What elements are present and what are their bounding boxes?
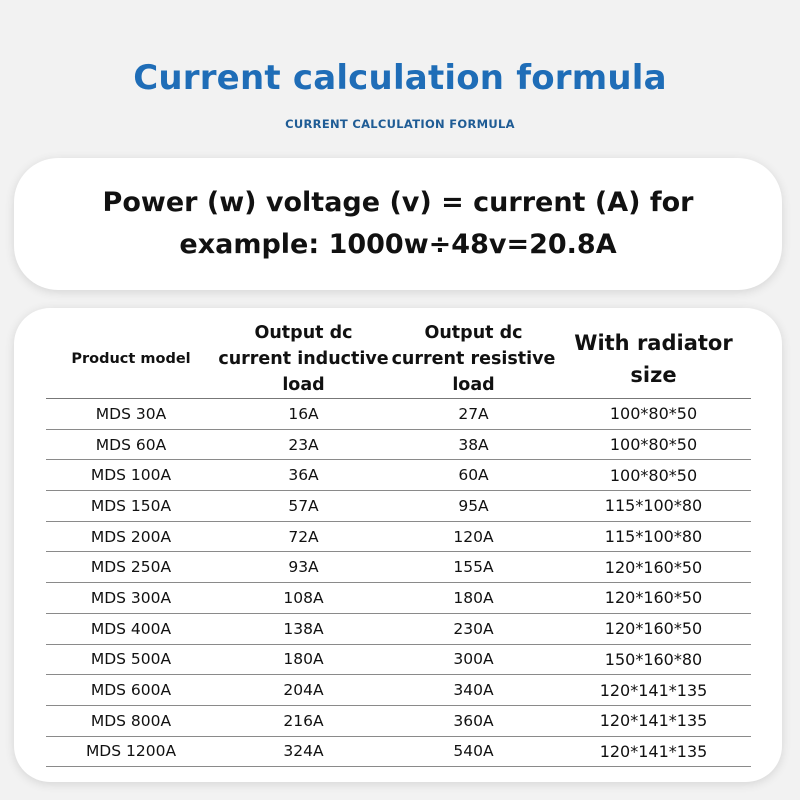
cell-product-model: MDS 60A	[46, 429, 216, 460]
cell-inductive-load: 216A	[216, 705, 391, 736]
cell-inductive-load: 16A	[216, 399, 391, 430]
cell-radiator-size: 100*80*50	[556, 460, 751, 491]
table-row	[46, 644, 751, 675]
table-row	[46, 675, 751, 706]
cell-inductive-load: 57A	[216, 491, 391, 522]
cell-radiator-size: 150*160*80	[556, 644, 751, 675]
cell-radiator-size: 100*80*50	[556, 399, 751, 430]
cell-radiator-size: 115*100*80	[556, 521, 751, 552]
cell-product-model: MDS 1200A	[46, 736, 216, 767]
cell-radiator-size: 120*160*50	[556, 552, 751, 583]
table-row	[46, 583, 751, 614]
cell-product-model: MDS 200A	[46, 521, 216, 552]
table-row	[46, 429, 751, 460]
cell-product-model: MDS 100A	[46, 460, 216, 491]
table-row	[46, 491, 751, 522]
cell-resistive-load: 180A	[391, 583, 556, 614]
cell-product-model: MDS 600A	[46, 675, 216, 706]
cell-resistive-load: 300A	[391, 644, 556, 675]
cell-inductive-load: 138A	[216, 613, 391, 644]
cell-resistive-load: 60A	[391, 460, 556, 491]
table-row	[46, 460, 751, 491]
cell-resistive-load: 95A	[391, 491, 556, 522]
cell-radiator-size: 120*160*50	[556, 583, 751, 614]
cell-resistive-load: 340A	[391, 675, 556, 706]
cell-product-model: MDS 500A	[46, 644, 216, 675]
cell-radiator-size: 120*160*50	[556, 613, 751, 644]
cell-inductive-load: 23A	[216, 429, 391, 460]
cell-radiator-size: 120*141*135	[556, 675, 751, 706]
table-header-row	[46, 320, 751, 399]
cell-resistive-load: 360A	[391, 705, 556, 736]
cell-product-model: MDS 300A	[46, 583, 216, 614]
cell-resistive-load: 27A	[391, 399, 556, 430]
cell-product-model: MDS 800A	[46, 705, 216, 736]
formula-card	[14, 158, 782, 290]
spec-table	[46, 320, 751, 767]
cell-resistive-load: 120A	[391, 521, 556, 552]
table-row	[46, 552, 751, 583]
table-row	[46, 521, 751, 552]
spec-table-card	[14, 308, 782, 782]
cell-inductive-load: 36A	[216, 460, 391, 491]
cell-radiator-size: 115*100*80	[556, 491, 751, 522]
table-row	[46, 736, 751, 767]
cell-inductive-load: 108A	[216, 583, 391, 614]
page-subtitle: CURRENT CALCULATION FORMULA	[285, 117, 515, 131]
cell-product-model: MDS 250A	[46, 552, 216, 583]
column-header-product-model: Product model	[46, 320, 216, 399]
cell-inductive-load: 72A	[216, 521, 391, 552]
cell-resistive-load: 38A	[391, 429, 556, 460]
cell-product-model: MDS 150A	[46, 491, 216, 522]
column-header-resistive-load: Output dc current resistive load	[391, 320, 556, 399]
table-row	[46, 705, 751, 736]
cell-radiator-size: 120*141*135	[556, 736, 751, 767]
cell-product-model: MDS 400A	[46, 613, 216, 644]
table-row	[46, 399, 751, 430]
cell-resistive-load: 230A	[391, 613, 556, 644]
cell-inductive-load: 180A	[216, 644, 391, 675]
cell-inductive-load: 204A	[216, 675, 391, 706]
column-header-inductive-load: Output dc current inductive load	[216, 320, 391, 399]
page-title: Current calculation formula	[133, 58, 667, 98]
table-body	[46, 399, 751, 767]
cell-inductive-load: 93A	[216, 552, 391, 583]
column-header-radiator-size: With radiator size	[556, 320, 751, 399]
cell-product-model: MDS 30A	[46, 399, 216, 430]
formula-text: Power (w) voltage (v) = current (A) for example: 1000w÷48v=20.8A	[102, 187, 694, 260]
cell-resistive-load: 540A	[391, 736, 556, 767]
table-row	[46, 613, 751, 644]
cell-radiator-size: 100*80*50	[556, 429, 751, 460]
cell-inductive-load: 324A	[216, 736, 391, 767]
cell-resistive-load: 155A	[391, 552, 556, 583]
cell-radiator-size: 120*141*135	[556, 705, 751, 736]
